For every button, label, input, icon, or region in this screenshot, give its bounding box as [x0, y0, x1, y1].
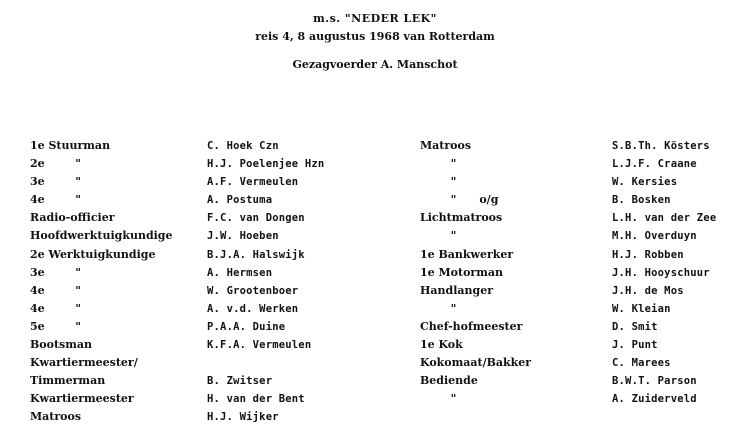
crew-name: C. Hoek Czn [207, 140, 279, 152]
crew-role: 2e " [30, 157, 82, 171]
crew-role: 4e " [30, 283, 82, 297]
crew-name: S.B.Th. Kösters [612, 140, 710, 152]
left-names-column [207, 137, 407, 427]
crew-name: H.J. Poelenjee Hzn [207, 158, 325, 171]
crew-name: A. Hermsen [207, 266, 273, 279]
crew-name: M.H. Overduyn [612, 230, 697, 243]
crew-role: Handlanger [420, 283, 493, 297]
captain-line: Gezagvoerder A. Manschot [292, 58, 458, 71]
crew-role: 2e Werktuigkundige [30, 247, 156, 261]
crew-role: Hoofdwerktuigkundige [30, 229, 173, 243]
crew-role: " o/g [420, 193, 499, 207]
crew-role: Kokomaat/Bakker [420, 356, 532, 370]
crew-role: Radio-officier [30, 211, 115, 225]
crew-name: B.J.A. Halswijk [207, 248, 305, 261]
crew-name: A. v.d. Werken [207, 302, 299, 315]
crew-role: Kwartiermeester/ [30, 356, 138, 370]
crew-name: A. Postuma [207, 194, 273, 207]
crew-role: Kwartiermeester [30, 392, 134, 406]
crew-name: J.W. Hoeben [207, 230, 279, 243]
crew-role: Bootsman [30, 338, 93, 352]
crew-name [207, 354, 407, 372]
crew-role: 5e " [30, 319, 82, 333]
voyage-line: reis 4, 8 augustus 1968 van Rotterdam [255, 30, 495, 43]
crew-role: " [420, 229, 457, 243]
crew-name: W. Grootenboer [207, 284, 299, 297]
crew-role: Chef-hofmeester [420, 319, 523, 333]
crew-role: 3e " [30, 175, 82, 189]
crew-role: " [420, 301, 457, 315]
crew-role: 4e " [30, 193, 82, 207]
crew-role: " [420, 392, 457, 406]
crew-role: 1e Kok [420, 338, 463, 352]
crew-role: 1e Bankwerker [420, 247, 514, 261]
crew-name: H.J. Robben [612, 248, 684, 261]
crew-role: 1e Motorman [420, 265, 503, 279]
crew-role: Timmerman [30, 374, 106, 388]
crew-role: 3e " [30, 265, 82, 279]
ship-name: m.s. "NEDER LEK" [313, 12, 437, 25]
crew-name: B. Bosken [612, 194, 671, 207]
crew-role: Bediende [420, 374, 478, 388]
crew-role: 1e Stuurman [30, 139, 111, 152]
right-names-column [612, 137, 750, 408]
crew-name: B. Zwitser [207, 375, 273, 388]
crew-name: B.W.T. Parson [612, 375, 697, 388]
crew-role: " [420, 157, 457, 171]
crew-name: H.J. Wijker [207, 411, 279, 424]
crew-name: F.C. van Dongen [207, 212, 305, 225]
crew-role: Lichtmatroos [420, 211, 503, 225]
crew-name: A. Zuiderveld [612, 393, 697, 406]
crew-role: 4e " [30, 301, 82, 315]
crew-name: J.H. de Mos [612, 284, 684, 297]
left-roles-column [30, 137, 200, 427]
crew-name: W. Kleian [612, 302, 671, 315]
crew-name: W. Kersies [612, 176, 678, 189]
crew-name: C. Marees [612, 357, 671, 370]
crew-role: Matroos [420, 139, 472, 152]
crew-role: Matroos [30, 410, 82, 424]
right-roles-column [420, 137, 600, 408]
crew-name: H. van der Bent [207, 393, 305, 406]
crew-role: " [420, 175, 457, 189]
crew-name: K.F.A. Vermeulen [207, 339, 312, 352]
crew-name: D. Smit [612, 320, 658, 333]
crew-name: P.A.A. Duine [207, 320, 286, 333]
crew-name: J.H. Hooyschuur [612, 266, 710, 279]
crew-name: A.F. Vermeulen [207, 176, 299, 189]
crew-name: L.H. van der Zee [612, 212, 717, 225]
crew-name: J. Punt [612, 339, 658, 352]
crew-name: L.J.F. Craane [612, 158, 697, 171]
